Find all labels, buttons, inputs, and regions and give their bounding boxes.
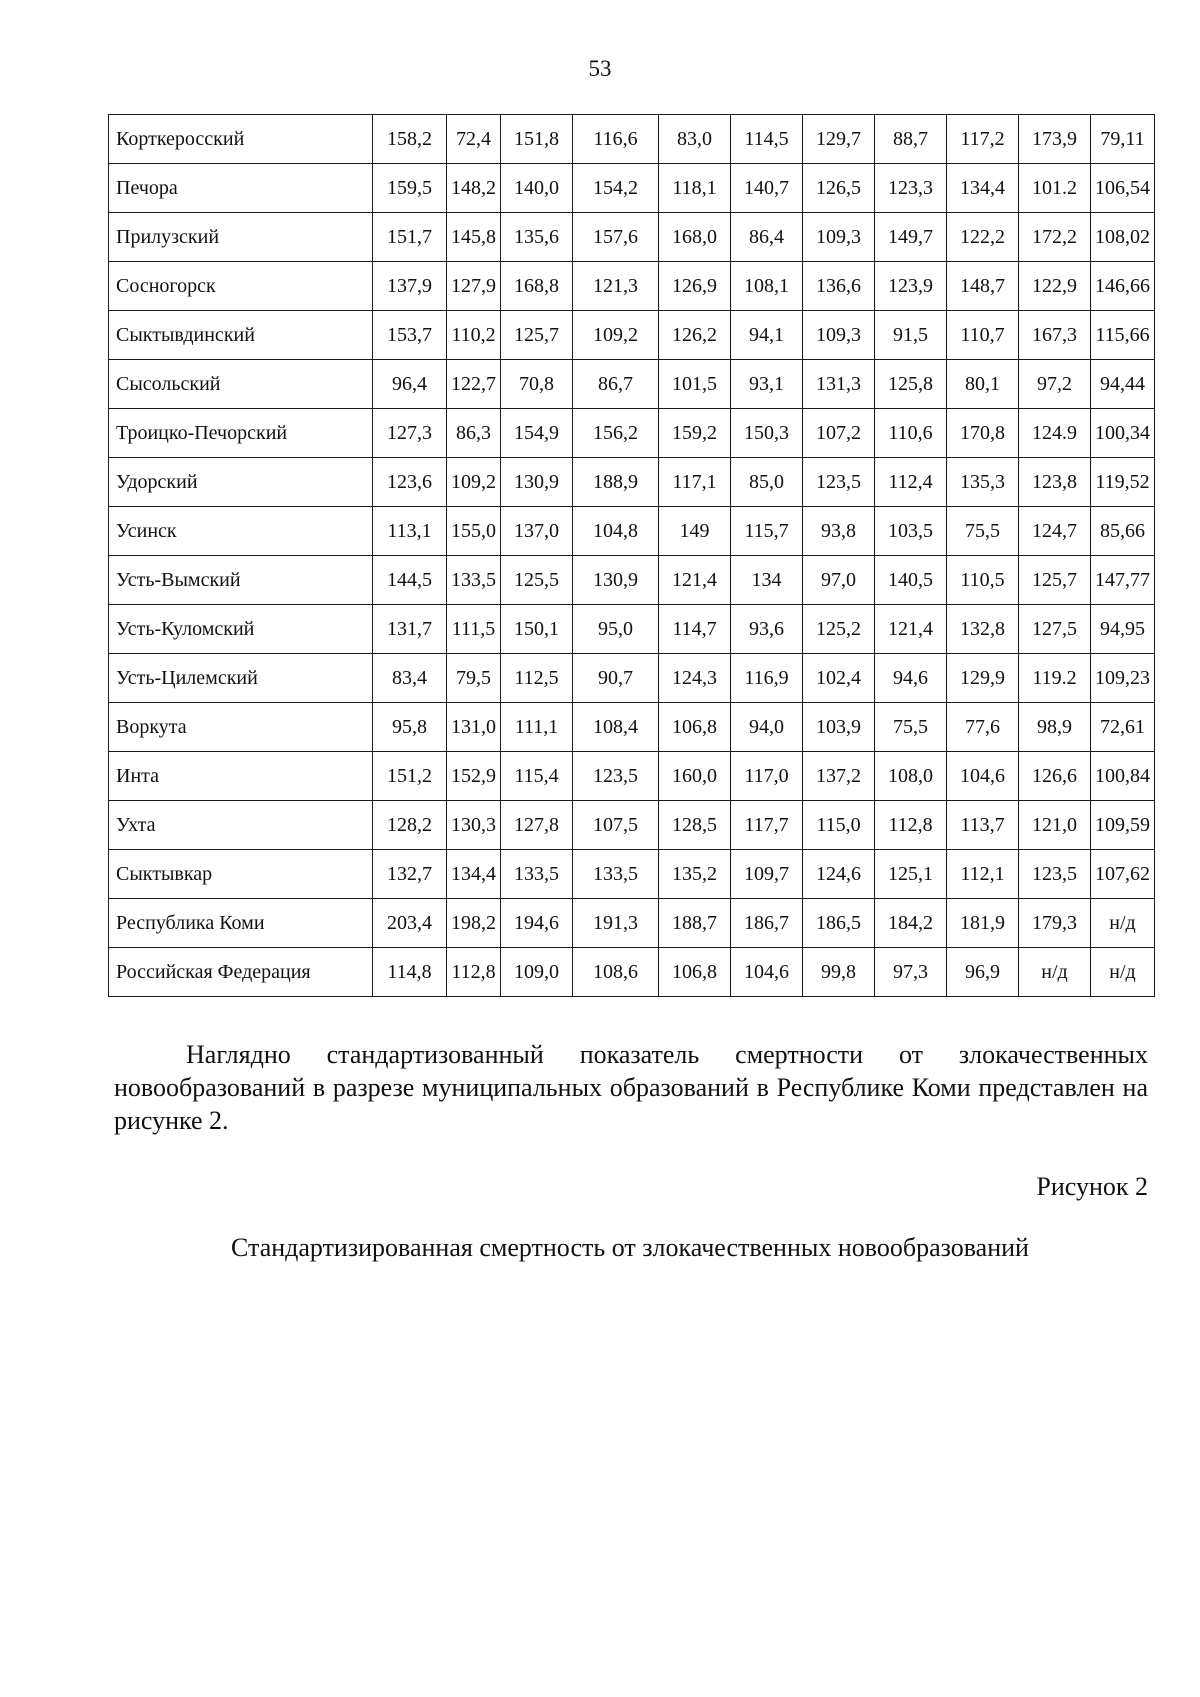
table-cell: 122,9 [1019,262,1091,311]
table-cell: 132,8 [947,605,1019,654]
table-cell: 146,66 [1091,262,1155,311]
row-label: Сысольский [109,360,373,409]
table-row [109,409,1155,458]
table-cell: 103,9 [803,703,875,752]
table-cell: 186,5 [803,899,875,948]
table-cell: 115,7 [731,507,803,556]
table-cell: 117,7 [731,801,803,850]
table-cell: 75,5 [947,507,1019,556]
table-cell: 109,59 [1091,801,1155,850]
table-cell: 126,5 [803,164,875,213]
table-cell: 72,61 [1091,703,1155,752]
table-cell: 90,7 [573,654,659,703]
row-label: Прилузский [109,213,373,262]
table-cell: 124,7 [1019,507,1091,556]
table-cell: 109,0 [501,948,573,997]
table-cell: 136,6 [803,262,875,311]
table-cell: 130,9 [501,458,573,507]
table-cell: 83,0 [659,115,731,164]
table-cell: н/д [1091,899,1155,948]
table-cell: 86,7 [573,360,659,409]
row-label: Усинск [109,507,373,556]
figure-label: Рисунок 2 [1036,1172,1148,1201]
table-cell: 123,5 [573,752,659,801]
table-cell: 93,1 [731,360,803,409]
table-cell: 151,2 [373,752,447,801]
table-cell: 123,8 [1019,458,1091,507]
row-label: Инта [109,752,373,801]
table-cell: 110,2 [447,311,501,360]
table-cell: 159,2 [659,409,731,458]
table-cell: 137,2 [803,752,875,801]
table-row [109,311,1155,360]
table-cell: 145,8 [447,213,501,262]
table-cell: 94,95 [1091,605,1155,654]
table-cell: 124,6 [803,850,875,899]
table-cell: 109,3 [803,311,875,360]
table-cell: 128,5 [659,801,731,850]
table-cell: 124.9 [1019,409,1091,458]
table-cell: 106,8 [659,948,731,997]
table-cell: 149,7 [875,213,947,262]
table-row [109,605,1155,654]
table-row [109,115,1155,164]
table-cell: 123,5 [803,458,875,507]
table-cell: 97,3 [875,948,947,997]
row-label: Воркута [109,703,373,752]
table-cell: 134,4 [447,850,501,899]
table-row [109,262,1155,311]
table-cell: 157,6 [573,213,659,262]
table-cell: 95,0 [573,605,659,654]
table-cell: 93,6 [731,605,803,654]
table-cell: 121,4 [875,605,947,654]
table-cell: 133,5 [447,556,501,605]
table-cell: 109,7 [731,850,803,899]
table-cell: 151,8 [501,115,573,164]
table-cell: 108,02 [1091,213,1155,262]
table-cell: 131,3 [803,360,875,409]
page-number: 53 [588,56,612,81]
table-cell: 124,3 [659,654,731,703]
table-cell: 109,2 [447,458,501,507]
table-cell: 149 [659,507,731,556]
table-cell: 117,2 [947,115,1019,164]
table-row [109,850,1155,899]
table-cell: 121,4 [659,556,731,605]
table-cell: 110,6 [875,409,947,458]
table-cell: 119,52 [1091,458,1155,507]
table-cell: 127,5 [1019,605,1091,654]
table-cell: 117,0 [731,752,803,801]
table-row [109,556,1155,605]
table-cell: 118,1 [659,164,731,213]
table-cell: 122,7 [447,360,501,409]
table-cell: 85,66 [1091,507,1155,556]
table-cell: 133,5 [573,850,659,899]
table-cell: 72,4 [447,115,501,164]
table-cell: 101.2 [1019,164,1091,213]
table-cell: 125,1 [875,850,947,899]
table-row [109,507,1155,556]
table-cell: 94,0 [731,703,803,752]
table-cell: 131,7 [373,605,447,654]
table-cell: 115,66 [1091,311,1155,360]
table-cell: 79,5 [447,654,501,703]
table-cell: 203,4 [373,899,447,948]
table-cell: 125,8 [875,360,947,409]
table-cell: 137,9 [373,262,447,311]
table-cell: 137,0 [501,507,573,556]
table-row [109,654,1155,703]
table-cell: 112,4 [875,458,947,507]
table-cell: 112,8 [447,948,501,997]
table-cell: 123,6 [373,458,447,507]
table-cell: 125,7 [501,311,573,360]
body-paragraph: Наглядно стандартизованный показатель смертности от злокачественных новообразований в разрезе муниципальных образований в Республике Коми представлен на рисунке 2. [114,1040,1148,1135]
table-cell: 123,9 [875,262,947,311]
row-label: Российская Федерация [109,948,373,997]
table-cell: 79,11 [1091,115,1155,164]
table-cell: 135,2 [659,850,731,899]
table-cell: 119.2 [1019,654,1091,703]
table-row [109,360,1155,409]
table-cell: 184,2 [875,899,947,948]
row-label: Усть-Цилемский [109,654,373,703]
table-cell: 97,2 [1019,360,1091,409]
table-cell: 112,1 [947,850,1019,899]
table-cell: 106,8 [659,703,731,752]
table-cell: 173,9 [1019,115,1091,164]
figure-caption: Стандартизированная смертность от злокачественных новообразований [231,1233,1029,1262]
table-cell: 70,8 [501,360,573,409]
table-cell: 115,0 [803,801,875,850]
table-cell: 93,8 [803,507,875,556]
table-cell: 116,6 [573,115,659,164]
table-body [109,115,1155,997]
table-cell: 104,6 [947,752,1019,801]
table-cell: 121,0 [1019,801,1091,850]
table-cell: 83,4 [373,654,447,703]
table-cell: 126,2 [659,311,731,360]
table-cell: 167,3 [1019,311,1091,360]
table-cell: 140,5 [875,556,947,605]
table-cell: 100,34 [1091,409,1155,458]
table-cell: 85,0 [731,458,803,507]
table-cell: 147,77 [1091,556,1155,605]
table-cell: 150,1 [501,605,573,654]
table-cell: 186,7 [731,899,803,948]
table-cell: 151,7 [373,213,447,262]
table-cell: 129,9 [947,654,1019,703]
table-cell: 127,9 [447,262,501,311]
table-cell: 156,2 [573,409,659,458]
table-cell: 154,9 [501,409,573,458]
table-cell: 168,0 [659,213,731,262]
row-label: Республика Коми [109,899,373,948]
table-cell: 116,9 [731,654,803,703]
table-row [109,899,1155,948]
table-cell: 102,4 [803,654,875,703]
table-cell: н/д [1091,948,1155,997]
table-cell: 194,6 [501,899,573,948]
table-cell: 99,8 [803,948,875,997]
table-cell: 140,7 [731,164,803,213]
table-cell: 170,8 [947,409,1019,458]
table-cell: 125,7 [1019,556,1091,605]
table-cell: 150,3 [731,409,803,458]
row-label: Печора [109,164,373,213]
table-cell: 130,3 [447,801,501,850]
table-cell: 160,0 [659,752,731,801]
table-cell: 77,6 [947,703,1019,752]
table-cell: 154,2 [573,164,659,213]
table-cell: 86,3 [447,409,501,458]
table-cell: 181,9 [947,899,1019,948]
table-cell: 140,0 [501,164,573,213]
table-cell: 179,3 [1019,899,1091,948]
table-cell: 153,7 [373,311,447,360]
table-cell: 97,0 [803,556,875,605]
table-row [109,213,1155,262]
row-label: Сосногорск [109,262,373,311]
table-cell: 108,0 [875,752,947,801]
table-cell: 80,1 [947,360,1019,409]
table-cell: 121,3 [573,262,659,311]
table-cell: 159,5 [373,164,447,213]
table-cell: 94,1 [731,311,803,360]
table-cell: 135,6 [501,213,573,262]
table-cell: 114,8 [373,948,447,997]
table-row [109,948,1155,997]
table-cell: 148,2 [447,164,501,213]
table-cell: 75,5 [875,703,947,752]
table-cell: 188,7 [659,899,731,948]
table-cell: 122,2 [947,213,1019,262]
table-cell: 110,5 [947,556,1019,605]
table-cell: 144,5 [373,556,447,605]
table-cell: 109,23 [1091,654,1155,703]
table-cell: 134,4 [947,164,1019,213]
table-cell: 108,6 [573,948,659,997]
table-cell: 126,9 [659,262,731,311]
row-label: Удорский [109,458,373,507]
table-cell: 98,9 [1019,703,1091,752]
table-cell: 126,6 [1019,752,1091,801]
table-cell: 106,54 [1091,164,1155,213]
table-cell: н/д [1019,948,1091,997]
table-cell: 114,5 [731,115,803,164]
table-cell: 172,2 [1019,213,1091,262]
table-row [109,703,1155,752]
table-cell: 107,5 [573,801,659,850]
row-label: Троицко-Печорский [109,409,373,458]
table-cell: 94,6 [875,654,947,703]
table-cell: 96,4 [373,360,447,409]
row-label: Сыктывдинский [109,311,373,360]
table-cell: 130,9 [573,556,659,605]
table-cell: 123,5 [1019,850,1091,899]
table-cell: 128,2 [373,801,447,850]
table-cell: 152,9 [447,752,501,801]
table-cell: 155,0 [447,507,501,556]
row-label: Усть-Вымский [109,556,373,605]
table-cell: 135,3 [947,458,1019,507]
table-cell: 131,0 [447,703,501,752]
table-cell: 91,5 [875,311,947,360]
table-cell: 109,2 [573,311,659,360]
table-cell: 96,9 [947,948,1019,997]
table-cell: 168,8 [501,262,573,311]
table-row [109,752,1155,801]
table-cell: 114,7 [659,605,731,654]
table-cell: 110,7 [947,311,1019,360]
table-cell: 86,4 [731,213,803,262]
table-cell: 103,5 [875,507,947,556]
row-label: Усть-Куломский [109,605,373,654]
table-cell: 132,7 [373,850,447,899]
table-cell: 111,1 [501,703,573,752]
row-label: Сыктывкар [109,850,373,899]
table-cell: 100,84 [1091,752,1155,801]
table-cell: 123,3 [875,164,947,213]
table-cell: 112,8 [875,801,947,850]
table-cell: 127,3 [373,409,447,458]
table-cell: 191,3 [573,899,659,948]
table-cell: 125,5 [501,556,573,605]
table-cell: 188,9 [573,458,659,507]
table-cell: 88,7 [875,115,947,164]
table-cell: 134 [731,556,803,605]
table-cell: 108,1 [731,262,803,311]
table-cell: 112,5 [501,654,573,703]
table-cell: 104,8 [573,507,659,556]
row-label: Корткеросский [109,115,373,164]
table-cell: 109,3 [803,213,875,262]
table-cell: 148,7 [947,262,1019,311]
table-cell: 108,4 [573,703,659,752]
table-cell: 107,62 [1091,850,1155,899]
table-cell: 133,5 [501,850,573,899]
table-cell: 117,1 [659,458,731,507]
table-cell: 125,2 [803,605,875,654]
table-cell: 111,5 [447,605,501,654]
mortality-table [108,114,1155,997]
table-cell: 107,2 [803,409,875,458]
row-label: Ухта [109,801,373,850]
table-cell: 104,6 [731,948,803,997]
table-cell: 94,44 [1091,360,1155,409]
table-cell: 127,8 [501,801,573,850]
table-cell: 115,4 [501,752,573,801]
table-cell: 113,1 [373,507,447,556]
table-cell: 198,2 [447,899,501,948]
table-row [109,801,1155,850]
table-cell: 113,7 [947,801,1019,850]
table-row [109,458,1155,507]
table-cell: 129,7 [803,115,875,164]
table-cell: 95,8 [373,703,447,752]
table-cell: 158,2 [373,115,447,164]
table-row [109,164,1155,213]
table-cell: 101,5 [659,360,731,409]
